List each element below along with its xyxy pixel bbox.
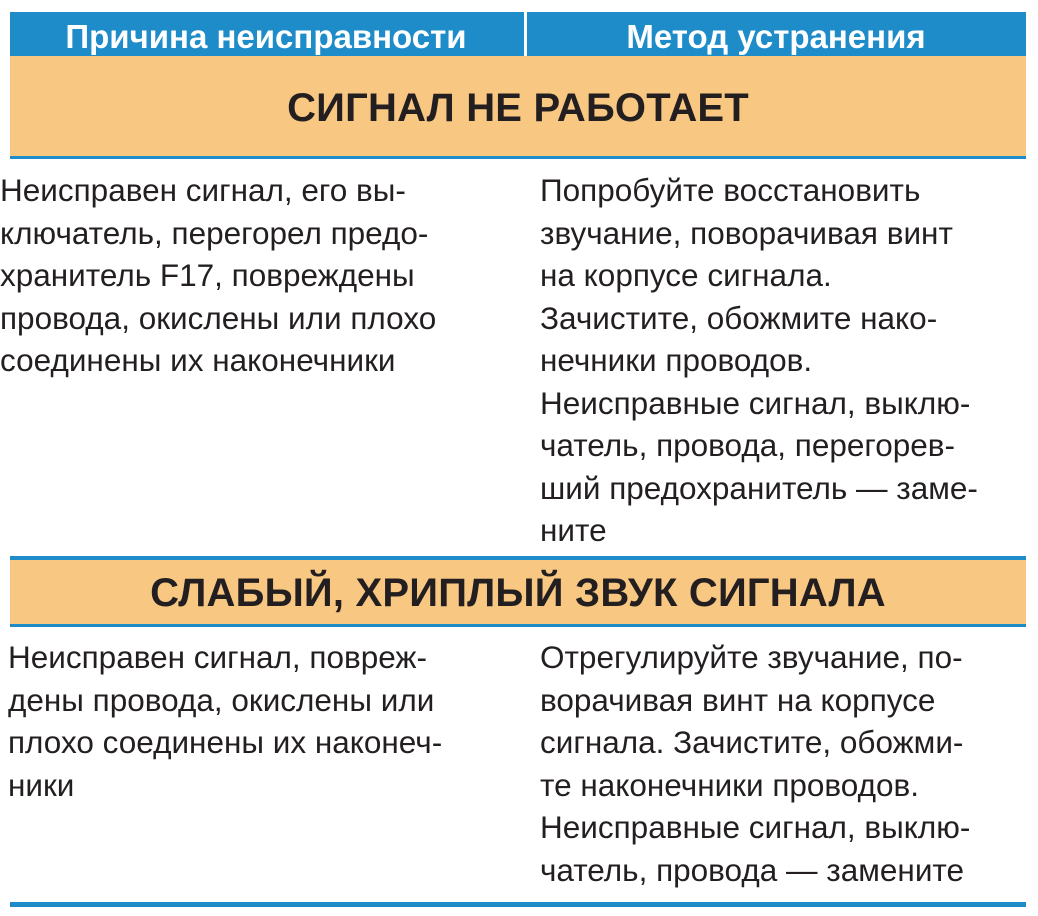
text-line: Неисправные сигнал, выклю- xyxy=(540,384,971,421)
text-line: ники xyxy=(8,766,75,803)
text-line: хранитель F17, повреждены xyxy=(0,257,415,293)
text-line: Неисправен сигнал, повреж- xyxy=(8,639,427,675)
text-line: соединены их наконечники xyxy=(0,342,396,378)
text-line: ните xyxy=(540,512,607,548)
section-title: СЛАБЫЙ, ХРИПЛЫЙ ЗВУК СИГНАЛА xyxy=(150,571,886,615)
text-line: ключатель, перегорел предо- xyxy=(0,214,429,251)
table-header xyxy=(10,12,1026,56)
column-header-fix: Метод устранения xyxy=(626,18,926,55)
text-line: чатель, провода — замените xyxy=(540,851,965,888)
section-title: СИГНАЛ НЕ РАБОТАЕТ xyxy=(287,86,749,130)
column-header-cause: Причина неисправности xyxy=(65,18,467,55)
text-line: Неисправен сигнал, его вы- xyxy=(0,172,406,208)
text-line: провода, окислены или плохо xyxy=(0,299,437,336)
text-line: дены провода, окислены или xyxy=(8,681,435,718)
section-rule xyxy=(10,156,1026,159)
text-line: чатель, провода, перегорев- xyxy=(540,427,955,463)
text-line: плохо соединены их наконеч- xyxy=(8,724,443,760)
text-line: те наконечники проводов. xyxy=(540,766,919,803)
cause-cell xyxy=(8,636,442,806)
text-line: ший предохранитель — заме- xyxy=(540,469,978,506)
section-band-no-signal xyxy=(10,56,1026,156)
text-line: Неисправные сигнал, выклю- xyxy=(540,809,971,845)
text-line: сигнала. Зачистите, обожми- xyxy=(540,724,964,760)
fix-cell xyxy=(540,169,978,552)
text-line: ворачивая винт на корпусе xyxy=(540,681,936,718)
text-line: Попробуйте восстановить xyxy=(540,172,921,208)
fix-cell xyxy=(540,636,970,891)
text-line: Зачистите, обожмите нако- xyxy=(540,299,938,336)
text-line: на корпусе сигнала. xyxy=(540,257,832,293)
section-band-weak-sound xyxy=(10,560,1026,624)
section-rule xyxy=(10,624,1026,627)
text-line: звучание, поворачивая винт xyxy=(540,214,953,251)
cause-cell xyxy=(0,169,436,382)
text-line: Отрегулируйте звучание, по- xyxy=(540,639,963,675)
text-line: нечники проводов. xyxy=(540,342,813,378)
table-bottom-rule xyxy=(10,902,1026,907)
